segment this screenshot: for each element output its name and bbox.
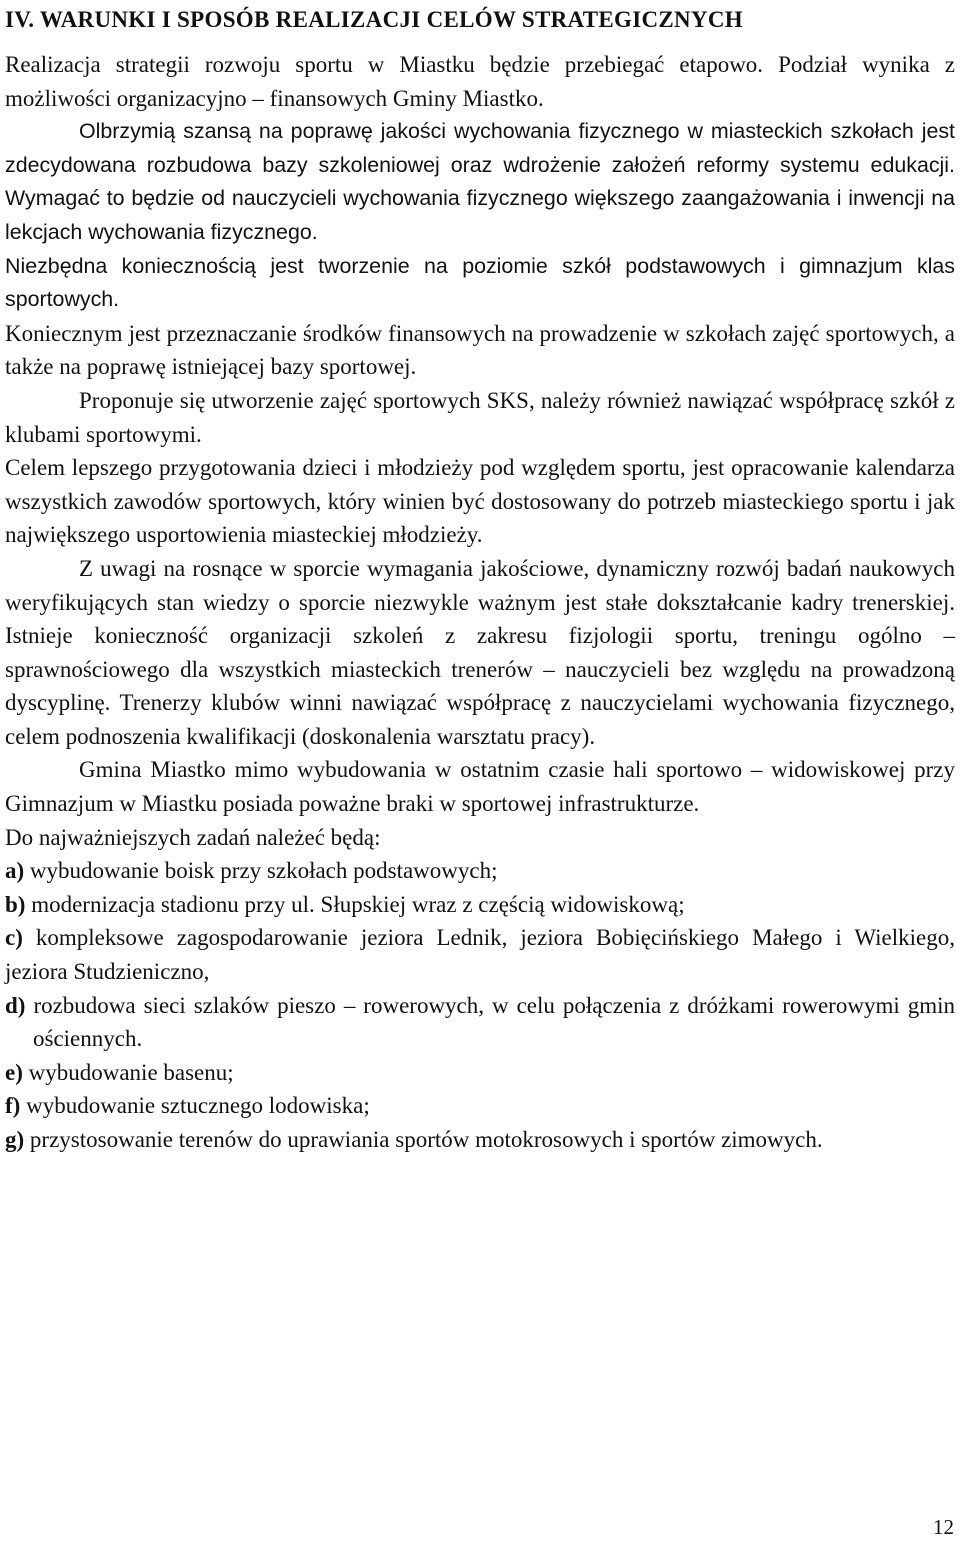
list-item	[5, 854, 955, 888]
list-item-label: c)	[5, 925, 23, 951]
paragraph-realizacja: Realizacja strategii rozwoju sportu w Miastku będzie przebiegać etapowo. Podział wynika z możliwości organizacyjno – finansowych Gminy Miastko.	[5, 52, 955, 111]
list-item-label: f)	[5, 1093, 21, 1119]
paragraph-sks: Proponuje się utworzenie zajęć sportowych SKS, należy również nawiązać współpracę szkół z klubami sportowymi.	[5, 387, 955, 447]
list-item-text: przystosowanie terenów do uprawiania sportów motokrosowych i sportów zimowych.	[29, 1127, 823, 1152]
list-item-label: e)	[5, 1059, 23, 1085]
paragraph-infrastruktura: Gmina Miastko mimo wybudowania w ostatnim czasie hali sportowo – widowiskowej przy Gimnazjum w Miastku posiada poważne braki w sportowej infrastrukturze.	[5, 757, 955, 817]
paragraph-srodki: Koniecznym jest przeznaczanie środków finansowych na prowadzenie w szkołach zajęć sportowych, a także na poprawę istniejącej bazy sportowej.	[5, 320, 955, 380]
paragraph-kalendarz: Celem lepszego przygotowania dzieci i młodzieży pod względem sportu, jest opracowanie kalendarza wszystkich zawodów sportowych, który winien być dostosowany do potrzeb miasteckiego sportu i jak największego usportowienia miasteckiej młodzieży.	[5, 455, 955, 548]
paragraph-szansa: Olbrzymią szansą na poprawę jakości wychowania fizycznego w miasteckich szkołach jest zdecydowana rozbudowa bazy szkoleniowej oraz wdrożenie założeń reformy systemu edukacji. Wymagać to będzie od nauczycieli wychowania fizycznego większego zaangażowania i inwencji na lekcjach wychowania fizycznego.	[5, 119, 955, 244]
list-item-label: a)	[5, 858, 25, 884]
list-item-text: modernizacja stadionu przy ul. Słupskiej wraz z częścią widowiskową;	[31, 891, 685, 917]
page-number: 12	[933, 1515, 954, 1539]
list-item	[5, 1123, 955, 1157]
paragraph-zadania-intro: Do najważniejszych zadań należeć będą:	[5, 824, 381, 850]
list-item-text: wybudowanie sztucznego lodowiska;	[26, 1093, 370, 1119]
list-item-text: rozbudowa sieci szlaków pieszo – rowerowych, w celu połączenia z dróżkami rowerowymi gmin ościennych.	[33, 992, 955, 1052]
list-item-label: g)	[5, 1127, 25, 1152]
list-item-text: wybudowanie boisk przy szkołach podstawowych;	[29, 858, 498, 884]
paragraph-klasy-sportowe: Niezbędna koniecznością jest tworzenie na poziomie szkół podstawowych i gimnazjum klas sportowych.	[5, 253, 955, 312]
list-item-text: wybudowanie basenu;	[28, 1059, 234, 1085]
list-item-label: d)	[5, 992, 26, 1018]
list-item-label: b)	[5, 891, 26, 917]
list-item	[5, 921, 955, 988]
section-heading: IV. WARUNKI I SPOSÓB REALIZACJI CELÓW STRATEGICZNYCH	[5, 7, 743, 32]
document-page	[5, 4, 955, 1157]
list-item	[5, 989, 955, 1056]
paragraph-kadra: Z uwagi na rosnące w sporcie wymagania jakościowe, dynamiczny rozwój badań naukowych weryfikujących stan wiedzy o sporcie niezwykle ważnym jest stałe dokształcanie kadry trenerskiej. Istnieje konieczność organizacji szkoleń z zakresu fizjologii sportu, treningu ogólno – sprawnościowego dla wszystkich miasteckich trenerów – nauczycieli bez względu na prowadzoną dyscyplinę. Trenerzy klubów winni nawiązać współpracę z nauczycielami wychowania fizycznego, celem podnoszenia kwalifikacji (doskonalenia warsztatu pracy).	[5, 555, 955, 749]
list-item	[5, 1056, 955, 1090]
list-item	[5, 1089, 955, 1123]
list-item-text: kompleksowe zagospodarowanie jeziora Lednik, jeziora Bobięcińskiego Małego i Wielkiego, jeziora Studzieniczno,	[5, 925, 955, 985]
task-list	[5, 854, 955, 1156]
list-item	[5, 888, 955, 922]
